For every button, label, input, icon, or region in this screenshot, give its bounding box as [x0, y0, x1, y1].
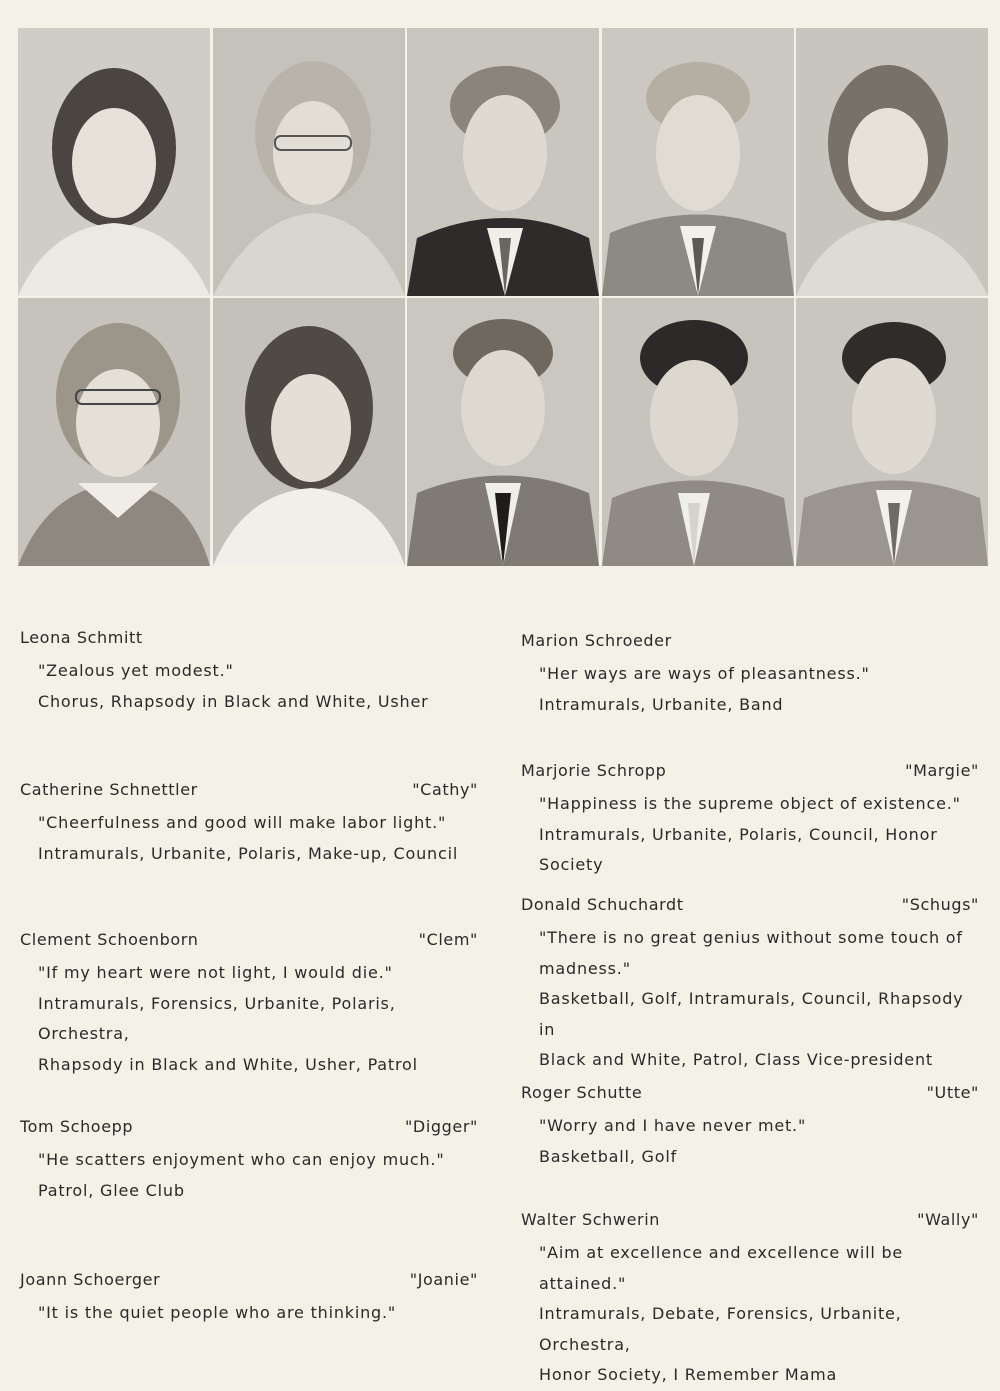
- student-activities: Patrol, Glee Club: [38, 1180, 185, 1200]
- student-name: Donald Schuchardt: [521, 895, 684, 914]
- student-name: Clement Schoenborn: [20, 930, 199, 949]
- student-quote: "Happiness is the supreme object of existence.": [539, 794, 961, 813]
- student-quote: "Worry and I have never met.": [539, 1116, 807, 1135]
- student-activities: Intramurals, Urbanite, Polaris, Council, Honor Society: [539, 824, 938, 874]
- student-name-row: [20, 1270, 478, 1290]
- student-entry: [521, 1210, 979, 1391]
- student-nickname: "Clem": [418, 930, 478, 949]
- student-activities: Basketball, Golf, Intramurals, Council, Rhapsody in: [539, 989, 964, 1039]
- student-quote: "There is no great genius without some touch of: [539, 928, 963, 947]
- student-nickname: "Schugs": [901, 895, 979, 914]
- student-entry: [20, 780, 478, 869]
- student-activities: Basketball, Golf: [539, 1146, 678, 1166]
- student-name-row: [20, 930, 478, 950]
- student-entry: [20, 1117, 478, 1206]
- student-name: Roger Schutte: [521, 1083, 643, 1102]
- student-activities: Intramurals, Forensics, Urbanite, Polaris, Orchestra,: [38, 993, 396, 1043]
- student-name-row: [521, 1210, 979, 1230]
- student-activities: Intramurals, Urbanite, Band: [539, 694, 784, 714]
- portrait-female: [796, 28, 988, 296]
- student-quote: "He scatters enjoyment who can enjoy much.": [38, 1150, 445, 1169]
- portrait-female: [213, 298, 405, 566]
- student-name: Joann Schoerger: [20, 1270, 161, 1289]
- student-name-row: [20, 628, 478, 648]
- student-entry: [521, 895, 979, 1076]
- portrait-male: [602, 28, 794, 296]
- portrait-female: [18, 28, 210, 296]
- student-name-row: [20, 780, 478, 800]
- portrait-male: [407, 28, 599, 296]
- student-entry: [521, 1083, 979, 1172]
- student-quote: "Zealous yet modest.": [38, 661, 234, 680]
- student-nickname: "Digger": [404, 1117, 478, 1136]
- student-name: Tom Schoepp: [20, 1117, 134, 1136]
- student-name-row: [521, 761, 979, 781]
- student-name-row: [521, 631, 979, 651]
- student-name: Catherine Schnettler: [20, 780, 198, 799]
- student-activities: Intramurals, Debate, Forensics, Urbanite, Orchestra,: [539, 1304, 902, 1354]
- student-quote: "Her ways are ways of pleasantness.": [539, 664, 870, 683]
- portrait-male: [407, 298, 599, 566]
- portrait-female: [213, 28, 405, 296]
- student-nickname: "Margie": [905, 761, 979, 780]
- student-activities: Honor Society, I Remember Mama: [539, 1365, 838, 1384]
- student-activities: Chorus, Rhapsody in Black and White, Usher: [38, 691, 429, 711]
- student-name: Marjorie Schropp: [521, 761, 667, 780]
- student-nickname: "Utte": [926, 1083, 979, 1102]
- portrait-male: [796, 298, 988, 566]
- student-entry: [521, 761, 979, 881]
- student-activities: Intramurals, Urbanite, Polaris, Make-up, Council: [38, 843, 459, 863]
- student-quote: "Cheerfulness and good will make labor light.": [38, 813, 447, 832]
- student-entry: [20, 628, 478, 717]
- student-name-row: [521, 895, 979, 915]
- student-name: Leona Schmitt: [20, 628, 143, 647]
- student-name: Walter Schwerin: [521, 1210, 661, 1229]
- student-entry: [20, 930, 478, 1080]
- student-nickname: "Wally": [917, 1210, 979, 1229]
- student-name-row: [20, 1117, 478, 1137]
- student-quote: "If my heart were not light, I would die.": [38, 963, 393, 982]
- student-name-row: [521, 1083, 979, 1103]
- student-quote-continued: madness.": [539, 958, 631, 978]
- portrait-female: [18, 298, 210, 566]
- portrait-grid: [18, 28, 980, 568]
- student-quote: "Aim at excellence and excellence will be attained.": [539, 1243, 904, 1293]
- student-quote: "It is the quiet people who are thinking.": [38, 1303, 397, 1322]
- student-name: Marion Schroeder: [521, 631, 672, 650]
- student-nickname: "Cathy": [412, 780, 478, 799]
- portrait-male: [602, 298, 794, 566]
- student-activities: Black and White, Patrol, Class Vice-president: [539, 1050, 933, 1069]
- student-entry: [20, 1270, 478, 1329]
- student-activities: Rhapsody in Black and White, Usher, Patrol: [38, 1054, 418, 1074]
- student-entry: [521, 631, 979, 720]
- student-nickname: "Joanie": [409, 1270, 478, 1289]
